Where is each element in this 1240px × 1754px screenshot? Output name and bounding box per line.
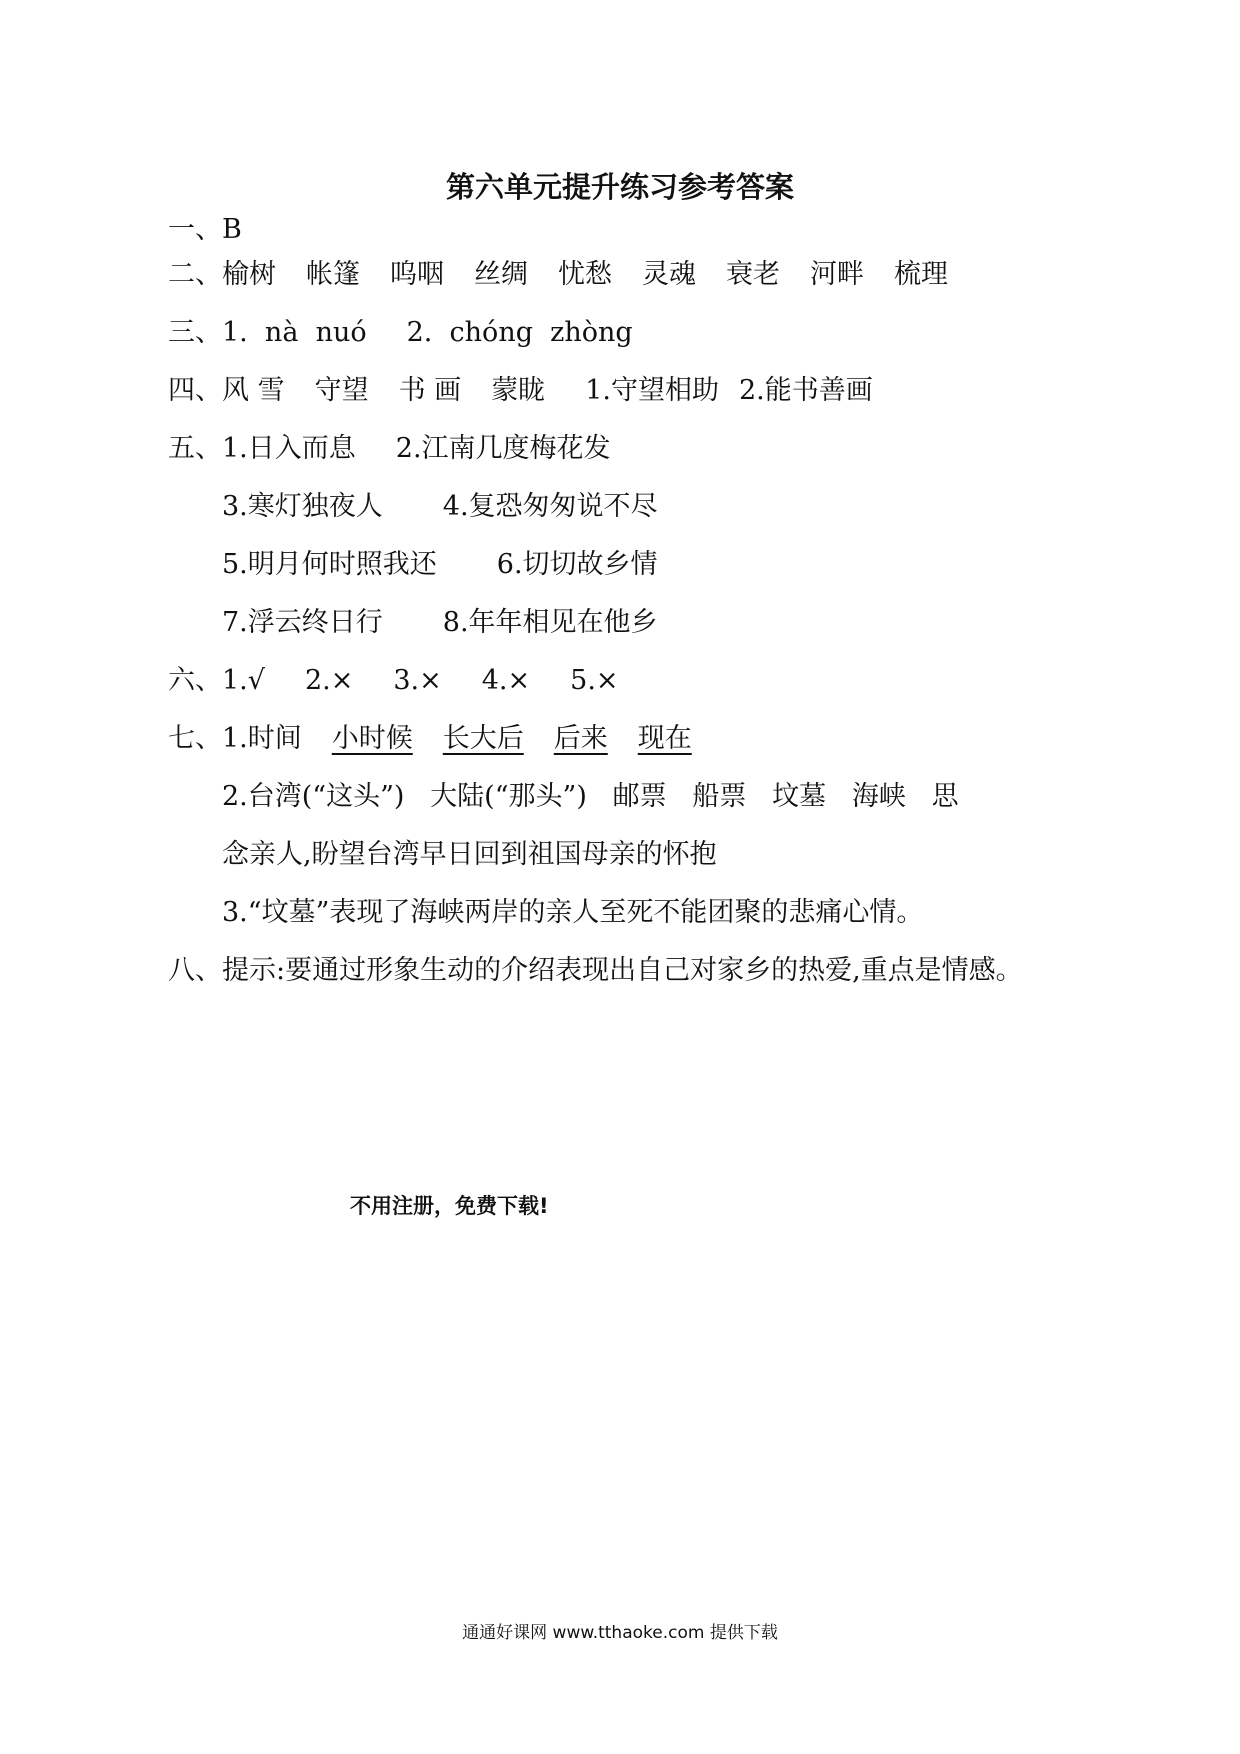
page-title: 第六单元提升练习参考答案	[445, 170, 794, 204]
answer-4-word: 蒙眬	[491, 375, 546, 406]
answer-2-word: 呜咽	[390, 259, 444, 290]
answer-3-item: 1. nà nuó	[222, 317, 367, 348]
answer-5-item: 7.浮云终日行	[222, 607, 383, 638]
answer-4-word: 守望	[314, 375, 369, 406]
answer-2-word: 忧愁	[558, 259, 612, 290]
answer-2	[168, 257, 948, 293]
answer-5-item: 3.寒灯独夜人	[222, 491, 383, 522]
answer-7-row-1	[168, 721, 692, 757]
answer-6-item: 2.×	[304, 665, 354, 696]
answer-5-label: 五、	[168, 433, 222, 464]
answer-2-word: 衰老	[726, 259, 780, 290]
answer-5-item: 8.年年相见在他乡	[442, 607, 658, 638]
answer-2-word: 梳理	[894, 259, 948, 290]
answer-7-label: 七、	[168, 723, 222, 754]
answer-6-item: 3.×	[393, 665, 442, 696]
answer-5-item: 2.江南几度梅花发	[395, 433, 611, 464]
answer-5-row-4	[222, 605, 658, 641]
answer-4-item: 1.守望相助	[585, 375, 719, 406]
answer-4-label: 四、	[168, 375, 222, 406]
answer-2-word: 丝绸	[474, 259, 528, 290]
answer-5-row-1	[168, 431, 611, 467]
answer-2-word: 榆树	[222, 259, 276, 290]
answer-8: 八、提示:要通过形象生动的介绍表现出自己对家乡的热爱,重点是情感。	[168, 955, 1023, 986]
answer-7-item-2-line-2: 念亲人,盼望台湾早日回到祖国母亲的怀抱	[222, 839, 717, 870]
answer-3	[168, 315, 633, 351]
answer-2-word: 帐篷	[306, 259, 360, 290]
answer-7-item-1-prefix: 1.时间	[222, 723, 302, 754]
answer-7-item-3: 3.“坟墓”表现了海峡两岸的亲人至死不能团聚的悲痛心情。	[222, 897, 924, 928]
answer-6-item: 1.√	[222, 665, 265, 696]
answer-5-item: 6.切切故乡情	[496, 549, 658, 580]
answer-4-word: 书 画	[398, 375, 462, 406]
answer-6-item: 5.×	[570, 665, 619, 696]
answer-4	[168, 373, 873, 409]
answer-6	[168, 663, 619, 699]
answer-7-underlined: 现在	[637, 723, 692, 754]
answer-7-underlined: 后来	[553, 723, 608, 754]
answer-4-word: 风 雪	[222, 375, 285, 406]
answer-4-item: 2.能书善画	[738, 375, 873, 406]
answer-7-underlined: 小时候	[331, 723, 413, 754]
download-note: 不用注册，免费下载!	[350, 1194, 549, 1218]
answer-3-label: 三、	[168, 317, 222, 348]
answer-5-item: 5.明月何时照我还	[222, 549, 437, 580]
answer-5-row-3	[222, 547, 658, 583]
answer-7-item-2-line-1: 2.台湾(“这头”) 大陆(“那头”) 邮票 船票 坟墓 海峡 思	[222, 781, 959, 812]
answer-3-item: 2. chóng zhòng	[406, 317, 633, 348]
answer-6-label: 六、	[168, 665, 222, 696]
answer-2-word: 河畔	[810, 259, 864, 290]
answer-5-item: 1.日入而息	[222, 433, 356, 464]
answer-2-label: 二、	[168, 259, 222, 290]
answer-6-item: 4.×	[481, 665, 531, 696]
answer-7-underlined: 长大后	[442, 723, 524, 754]
footer-credit: 通通好课网 www.tthaoke.com 提供下载	[462, 1623, 778, 1643]
answer-2-word: 灵魂	[642, 259, 696, 290]
answer-5-row-2	[222, 489, 658, 525]
answer-5-item: 4.复恐匆匆说不尽	[442, 491, 658, 522]
answer-1: 一、B	[168, 214, 242, 245]
